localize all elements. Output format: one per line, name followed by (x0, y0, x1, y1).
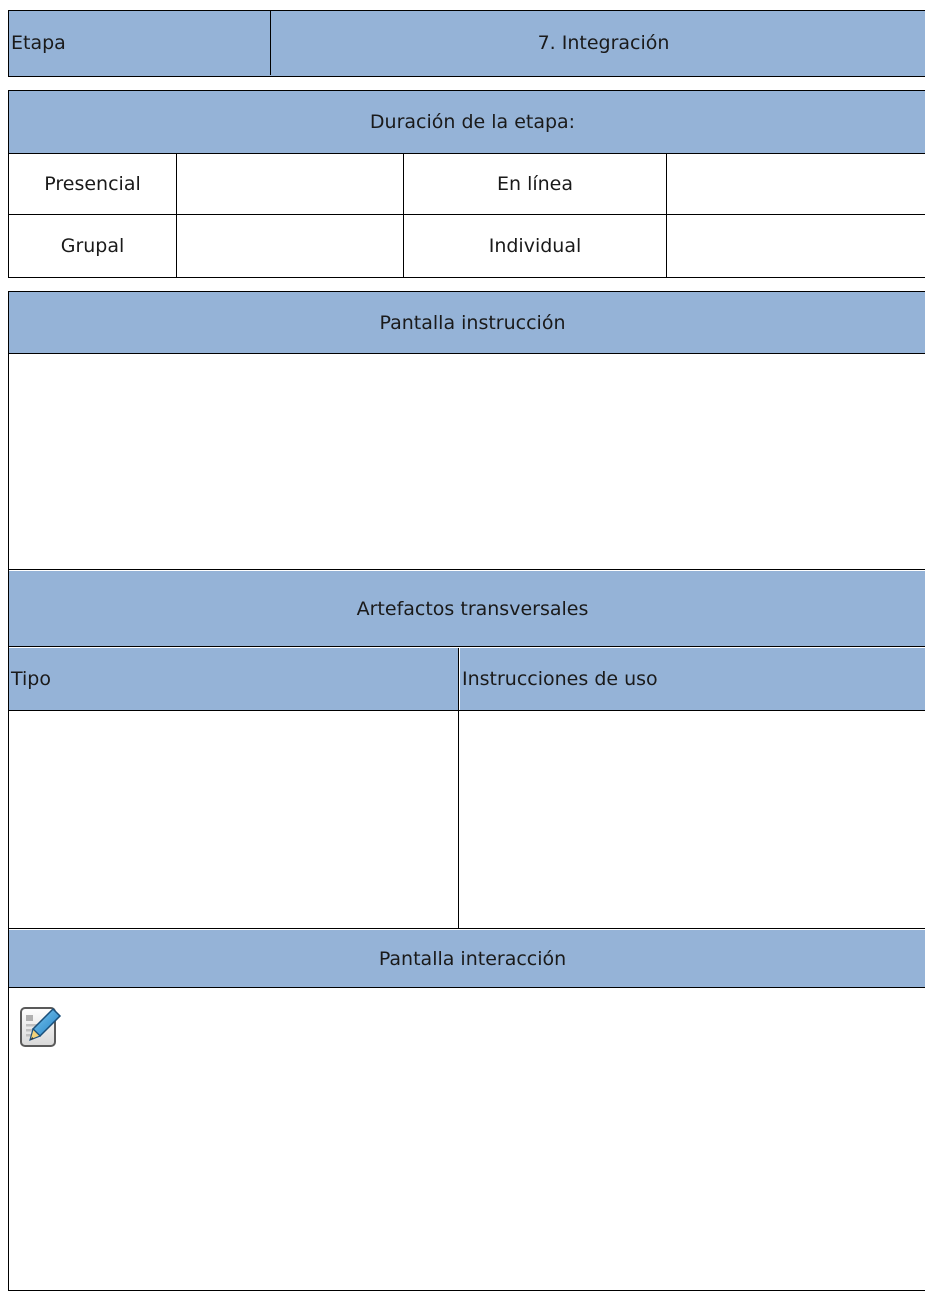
etapa-value-cell (271, 11, 925, 75)
instrucciones-header (460, 648, 925, 710)
duracion-table (8, 90, 925, 278)
grupal-label-cell (9, 215, 176, 277)
presencial-value-cell[interactable] (177, 154, 403, 214)
duracion-header (9, 91, 925, 153)
instrucciones-value-cell[interactable] (460, 712, 925, 928)
instruccion-header-divider (9, 353, 925, 354)
en-linea-value-cell[interactable] (667, 154, 925, 214)
grupal-label: Grupal (60, 235, 125, 257)
instruccion-body-divider (9, 569, 925, 570)
etapa-label: Etapa (11, 32, 66, 54)
duracion-header-label: Duración de la etapa: (369, 111, 576, 133)
presencial-label: Presencial (44, 173, 141, 195)
instruccion-header-label: Pantalla instrucción (379, 311, 566, 334)
artefactos-header-label: Artefactos transversales (356, 597, 589, 620)
interaccion-header (9, 930, 925, 987)
artefactos-col-divider (458, 648, 459, 928)
tipo-value-cell[interactable] (9, 712, 458, 928)
individual-label: Individual (488, 235, 582, 257)
en-linea-label: En línea (496, 173, 574, 195)
en-linea-label-cell (404, 154, 666, 214)
etapa-value: 7. Integración (537, 32, 670, 54)
tipo-header-label: Tipo (11, 668, 51, 690)
individual-label-cell (404, 215, 666, 277)
presencial-label-cell (9, 154, 176, 214)
etapa-label-cell (9, 11, 271, 75)
instrucciones-header-label: Instrucciones de uso (462, 668, 658, 690)
instruccion-header (9, 292, 925, 353)
interaccion-header-label: Pantalla interacción (378, 947, 567, 970)
artefactos-header-divider (9, 646, 925, 647)
instruccion-body[interactable] (9, 355, 925, 569)
main-table (8, 291, 925, 1291)
tipo-header (9, 648, 458, 710)
individual-value-cell[interactable] (667, 215, 925, 277)
interaccion-header-divider (9, 987, 925, 988)
etapa-table (8, 10, 925, 77)
edit-note-icon[interactable] (19, 1005, 63, 1049)
interaccion-body[interactable] (9, 989, 925, 1289)
artefactos-body-divider (9, 928, 925, 929)
artefactos-header (9, 571, 925, 646)
artefactos-subheader-divider (9, 710, 925, 711)
grupal-value-cell[interactable] (177, 215, 403, 277)
